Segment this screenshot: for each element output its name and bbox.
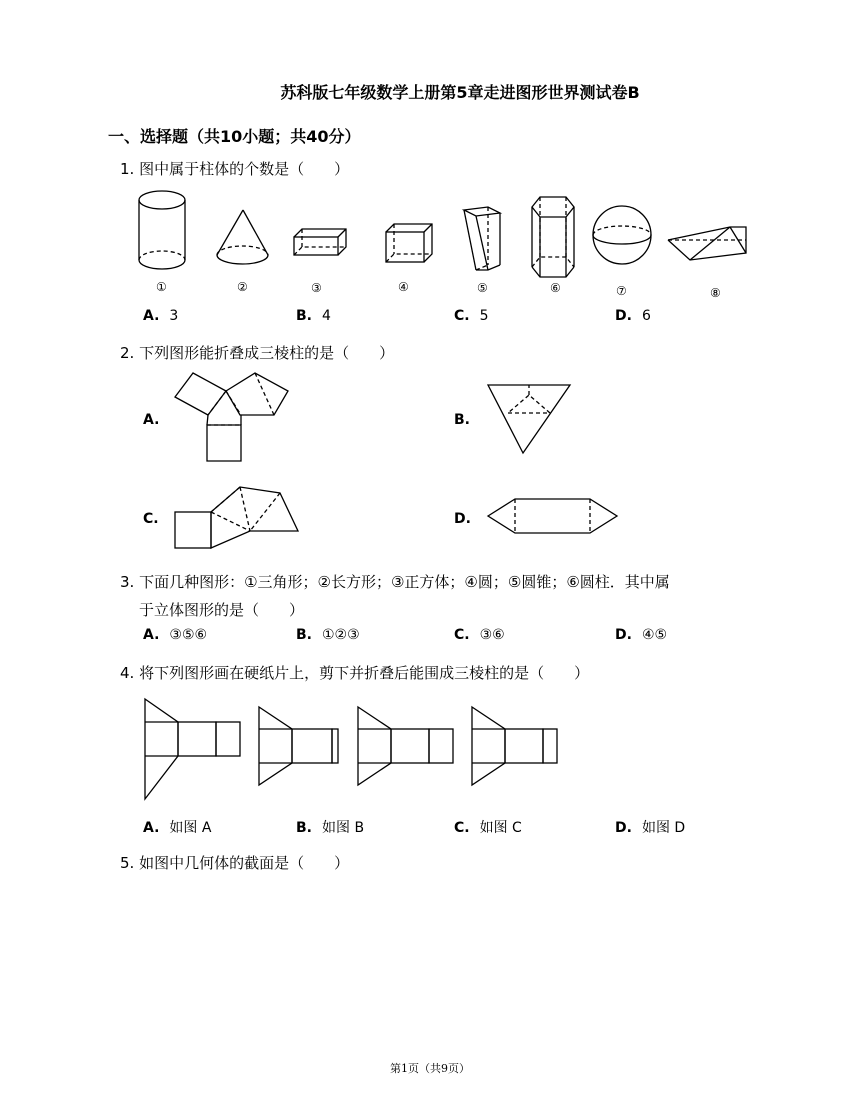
q4-option-b-letter: B. [296,820,312,836]
question-4-stem: 4. 将下列图形画在硬纸片上，剪下并折叠后能围成三棱柱的是（ ） [120,664,590,682]
q1-option-d-letter: D. [615,308,632,324]
q1-option-d[interactable] [615,308,651,324]
question-1-stem: 1. 图中属于柱体的个数是（ ） [120,160,350,178]
q4-option-c-letter: C. [454,820,470,836]
q4-option-a[interactable] [143,817,211,837]
q4-option-b-text: 如图 B [322,820,365,836]
page-footer: 第1页（共9页） [390,1062,470,1075]
section-heading: 一、选择题（共10小题；共40分） [108,127,361,146]
figure-label-1: ① [156,280,167,294]
q4-option-c-text: 如图 C [479,820,522,836]
figure-label-7: ⑦ [616,284,627,298]
q4-option-a-text: 如图 A [169,820,212,836]
q2-option-d-letter: D. [454,511,471,527]
figure-label-3: ③ [311,281,322,295]
question-1-figures [0,185,860,315]
cone-figure [217,210,268,264]
cube-figure [386,224,432,262]
q4-option-d[interactable] [615,817,685,837]
q1-option-a[interactable] [143,308,178,324]
figure-label-2: ② [237,280,248,294]
q3-option-d-text: ④⑤ [641,627,668,643]
q3-option-a-text: ③⑤⑥ [169,627,208,643]
figure-label-4: ④ [398,280,409,294]
q2-option-a-letter: A. [143,412,160,428]
q3-option-c-text: ③⑥ [479,627,505,643]
q3-option-b-letter: B. [296,627,312,643]
question-2-stem: 2. 下列图形能折叠成三棱柱的是（ ） [120,344,395,362]
net-4d-figure [472,707,557,785]
net-4c-figure [358,707,453,785]
q4-option-a-letter: A. [143,820,160,836]
q3-option-b[interactable] [296,627,360,643]
question-2-figures [0,365,860,565]
q1-option-b-letter: B. [296,308,312,324]
net-d-figure [488,499,617,533]
net-c-figure [175,487,298,548]
q3-option-a[interactable] [143,627,207,643]
q1-option-c[interactable] [454,308,489,324]
net-a-figure [175,373,288,461]
q3-option-b-text: ①②③ [322,627,360,643]
q1-option-d-text: 6 [641,308,651,324]
q4-option-d-text: 如图 D [641,820,686,836]
sphere-figure [593,206,651,264]
q3-option-c-letter: C. [454,627,470,643]
hexagonal-prism-figure [532,197,574,277]
page-title: 苏科版七年级数学上册第5章走进图形世界测试卷B [280,83,640,102]
q1-option-b-text: 4 [322,308,331,324]
q1-option-a-letter: A. [143,308,160,324]
q3-option-a-letter: A. [143,627,160,643]
q1-option-c-letter: C. [454,308,470,324]
q3-option-d-letter: D. [615,627,632,643]
q1-option-b[interactable] [296,308,331,324]
q4-option-b[interactable] [296,817,364,837]
net-4b-figure [259,707,338,785]
q3-option-c[interactable] [454,627,505,643]
figure-label-5: ⑤ [477,281,488,295]
q2-option-c-letter: C. [143,511,159,527]
q3-option-d[interactable] [615,627,667,643]
q4-option-d-letter: D. [615,820,632,836]
question-4-figures [0,695,860,805]
tall-prism-figure [464,207,500,270]
q4-option-c[interactable] [454,817,522,837]
net-4a-figure [145,699,240,799]
cylinder-figure [139,191,185,269]
question-5-stem: 5. 如图中几何体的截面是（ ） [120,854,350,872]
question-3-stem-line2: 于立体图形的是（ ） [139,601,305,619]
figure-label-6: ⑥ [550,281,561,295]
q2-option-b-letter: B. [454,412,470,428]
q1-option-c-text: 5 [479,308,489,324]
q1-option-a-text: 3 [169,308,179,324]
lying-prism-figure [668,227,746,260]
question-3-stem-line1: 3. 下面几种图形：①三角形；②长方形；③正方体；④圆；⑤圆锥；⑥圆柱．其中属 [120,573,670,591]
figure-label-8: ⑧ [710,286,721,300]
cuboid-figure [294,229,346,255]
net-b-figure [488,385,570,453]
